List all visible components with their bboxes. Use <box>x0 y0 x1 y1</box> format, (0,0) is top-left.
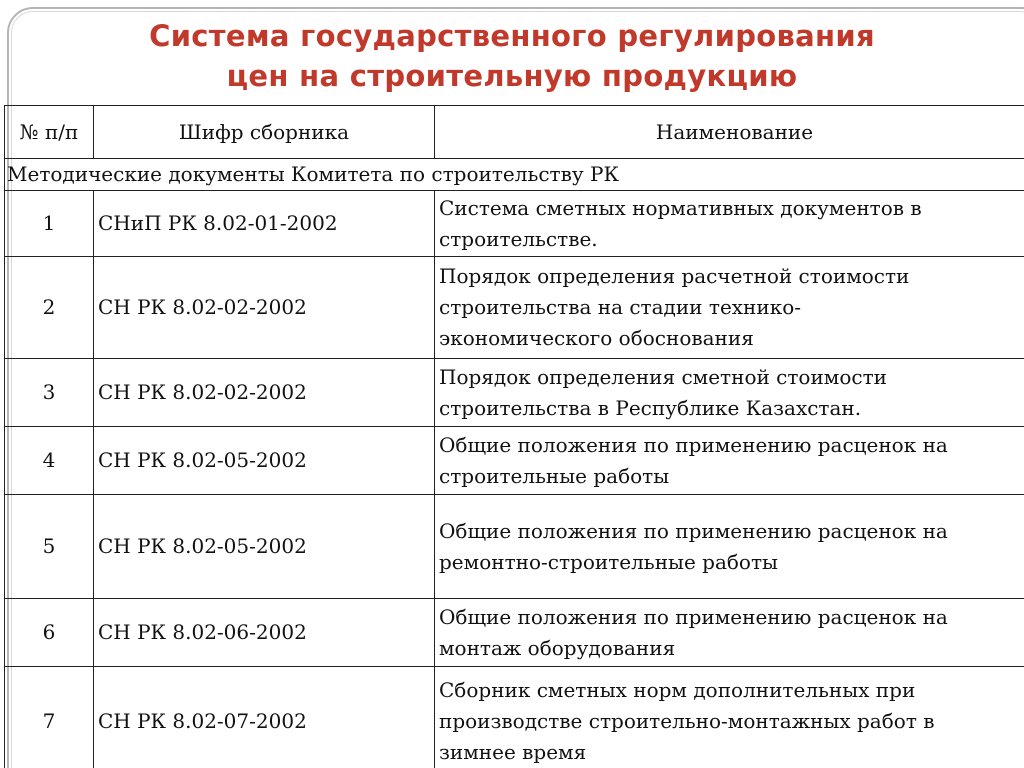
row-name-line: Порядок определения сметной стоимости <box>439 364 887 389</box>
row-num: 3 <box>5 359 94 427</box>
header-num: № п/п <box>5 106 94 159</box>
section-title: Методические документы Комитета по строительству РК <box>5 159 1024 191</box>
row-num: 6 <box>5 599 94 667</box>
row-code: СН РК 8.02-02-2002 <box>94 359 435 427</box>
row-name-line: Общие положения по применению расценок на <box>439 604 948 629</box>
table-row <box>5 667 1024 768</box>
row-name-line: строительные работы <box>439 463 670 488</box>
title-line-2: цен на строительную продукцию <box>226 59 798 93</box>
row-name-line: строительства в Республике Казахстан. <box>439 395 862 420</box>
row-name <box>435 191 1024 257</box>
row-num: 4 <box>5 427 94 495</box>
row-name-line: зимнее время <box>439 740 587 764</box>
row-code: СНиП РК 8.02-01-2002 <box>94 191 435 257</box>
row-num: 5 <box>5 495 94 599</box>
row-name <box>435 599 1024 667</box>
row-code: СН РК 8.02-07-2002 <box>94 667 435 768</box>
row-code: СН РК 8.02-05-2002 <box>94 427 435 495</box>
table-row <box>5 427 1024 495</box>
row-name-line: экономического обоснования <box>439 326 754 350</box>
row-name <box>435 257 1024 359</box>
row-num: 2 <box>5 257 94 359</box>
table-header-row <box>5 106 1024 159</box>
row-code: СН РК 8.02-06-2002 <box>94 599 435 667</box>
row-name-line: Сборник сметных норм дополнительных при <box>439 678 916 702</box>
slide-title <box>0 16 1024 96</box>
table-row <box>5 599 1024 667</box>
row-name-line: ремонтно-строительные работы <box>439 549 778 574</box>
header-name: Наименование <box>435 106 1024 159</box>
row-name-line: Общие положения по применению расценок на <box>439 432 948 457</box>
row-name <box>435 359 1024 427</box>
row-code: СН РК 8.02-02-2002 <box>94 257 435 359</box>
section-row <box>5 159 1024 191</box>
table-row <box>5 495 1024 599</box>
header-code: Шифр сборника <box>94 106 435 159</box>
row-name-line: Система сметных нормативных документов в <box>439 195 922 220</box>
title-line-1: Система государственного регулирования <box>149 19 875 53</box>
row-name-line: строительства на стадии технико- <box>439 295 802 319</box>
documents-table <box>4 105 1024 768</box>
row-name-line: Порядок определения расчетной стоимости <box>439 264 910 288</box>
row-name-line: строительстве. <box>439 226 598 251</box>
row-name-line: производстве строительно-монтажных работ в <box>439 709 935 733</box>
table-row <box>5 257 1024 359</box>
row-num: 1 <box>5 191 94 257</box>
row-name <box>435 427 1024 495</box>
row-name <box>435 495 1024 599</box>
table-row <box>5 359 1024 427</box>
row-num: 7 <box>5 667 94 768</box>
row-name <box>435 667 1024 768</box>
table-row <box>5 191 1024 257</box>
row-name-line: Общие положения по применению расценок на <box>439 518 948 543</box>
row-code: СН РК 8.02-05-2002 <box>94 495 435 599</box>
row-name-line: монтаж оборудования <box>439 635 676 660</box>
